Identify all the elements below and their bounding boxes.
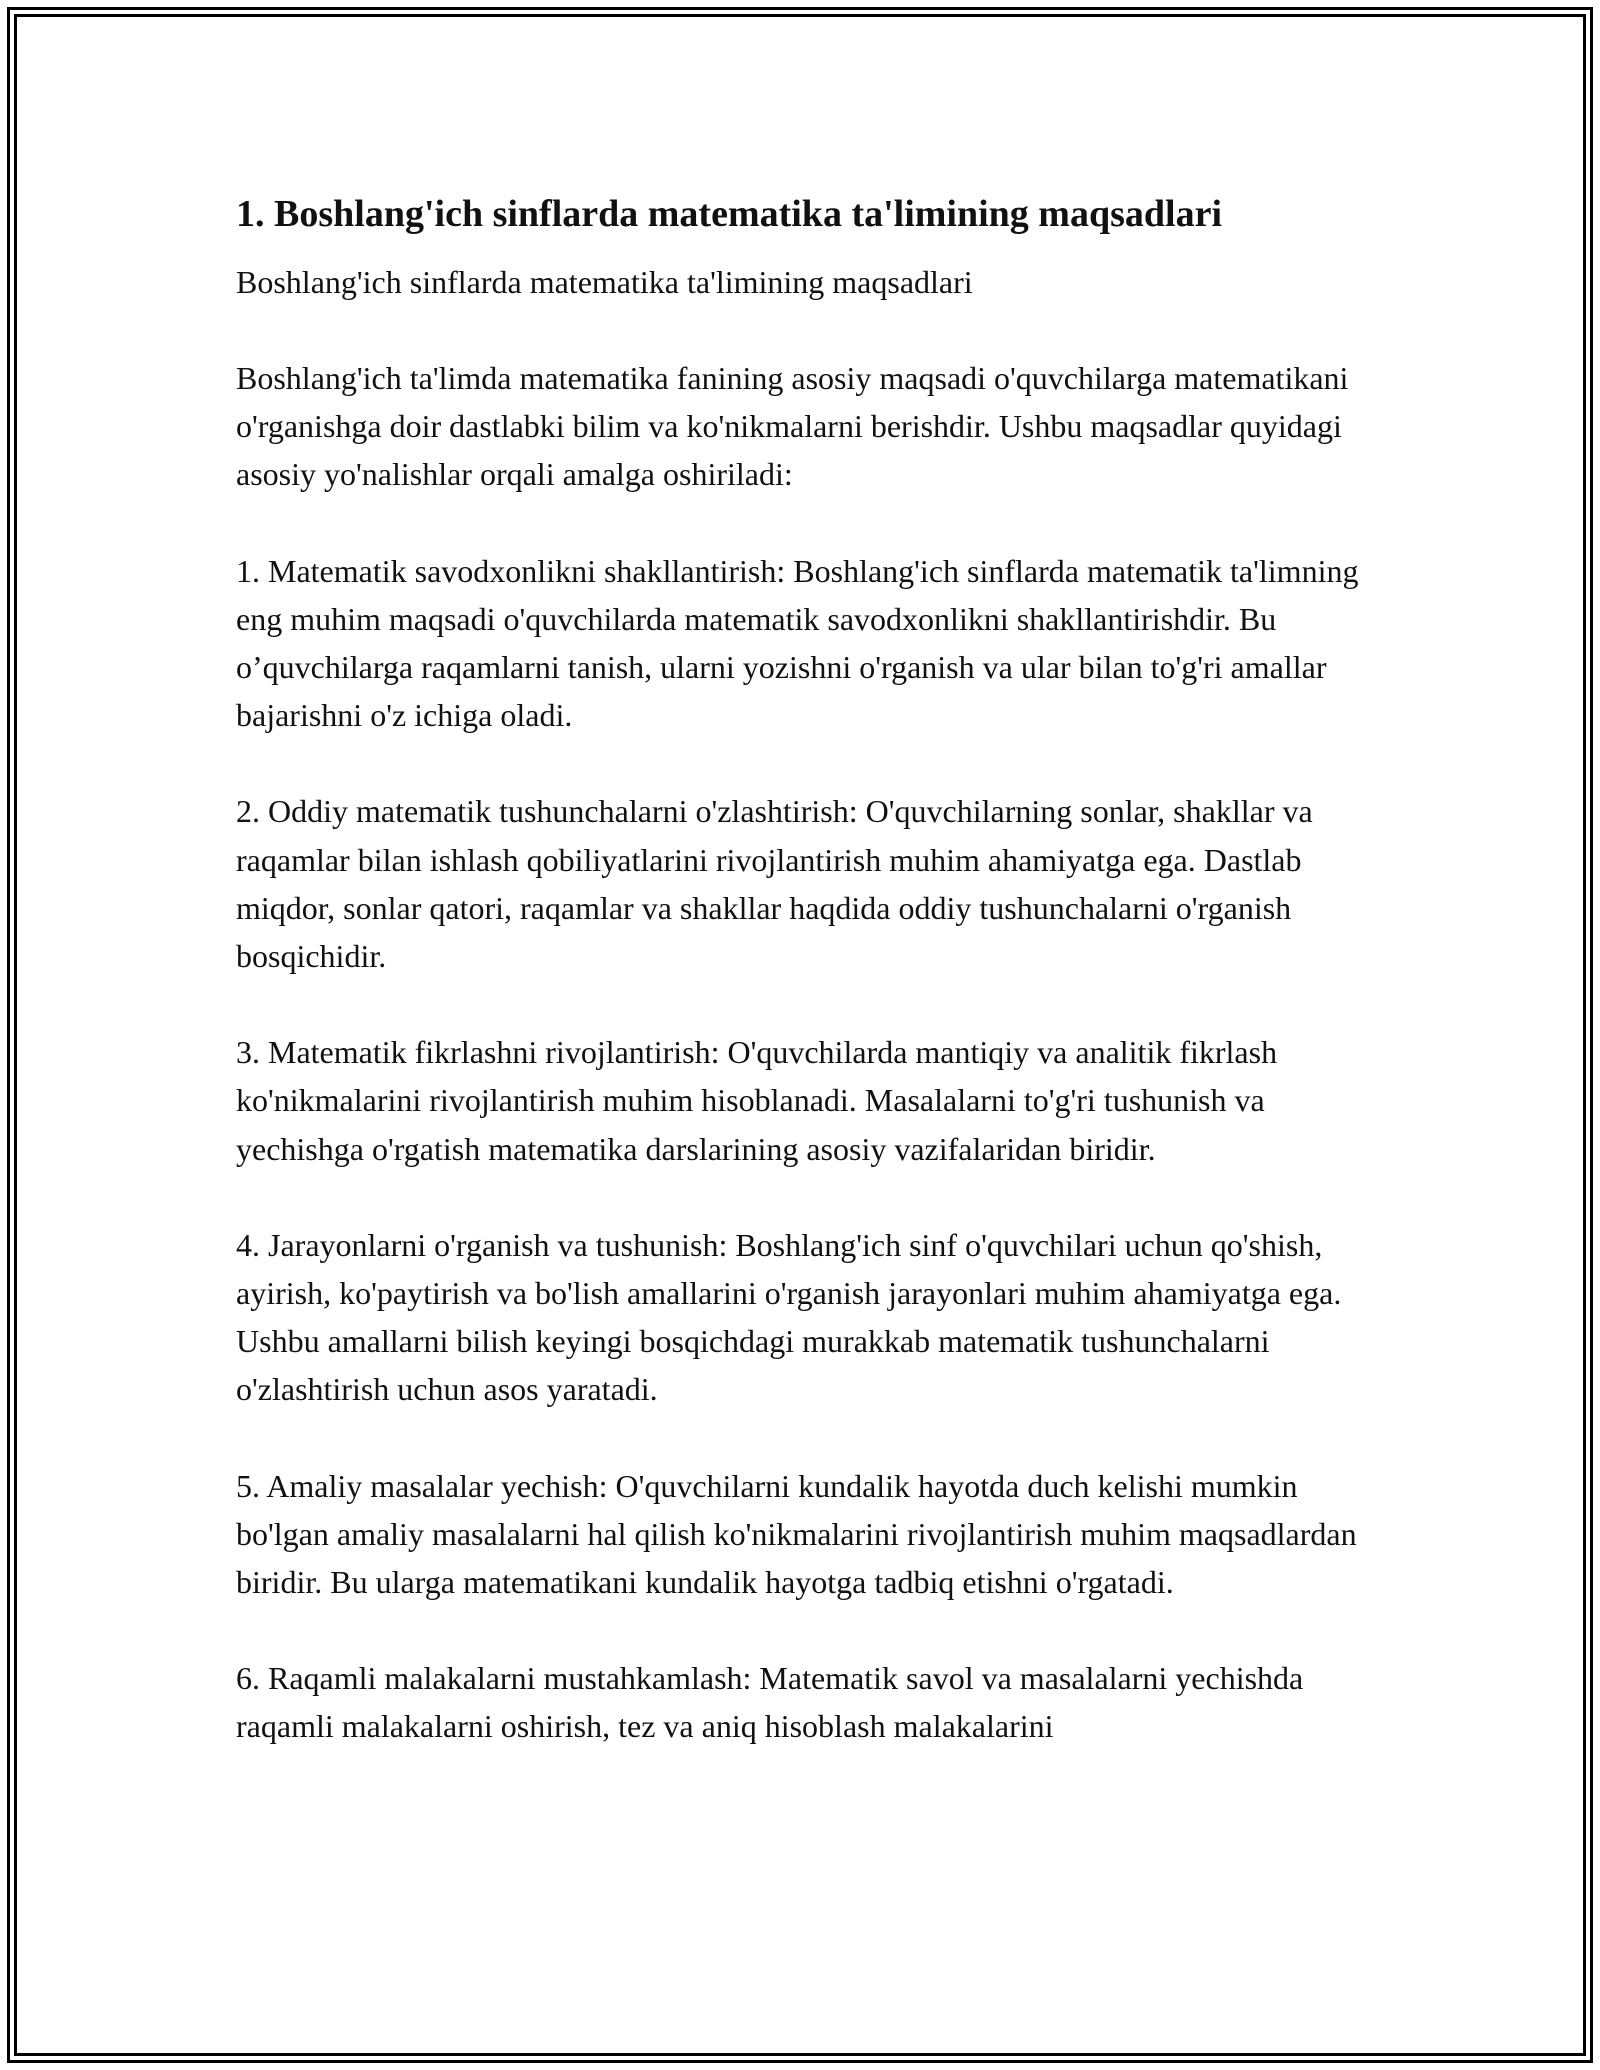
- document-body: [236, 188, 1396, 1751]
- list-item-paragraph: 2. Oddiy matematik tushunchalarni o'zlashtirish: O'quvchilarning sonlar, shakllar va raqamlar bilan ishlash qobiliyatlarini rivojlantirish muhim ahamiyatga ega. Dastlab miqdor, sonlar qatori, raqamlar va shakllar haqdida oddiy tushunchalarni o'rganish bosqichidir.: [236, 793, 1313, 975]
- list-item-paragraph: 4. Jarayonlarni o'rganish va tushunish: Boshlang'ich sinf o'quvchilari uchun qo'shish, ayirish, ko'paytirish va bo'lish amallarini o'rganish jarayonlari muhim ahamiyatga ega. Ushbu amallarni bilish keyingi bosqichdagi murakkab matematik tushunchalarni o'zlashtirish uchun asos yaratadi.: [236, 1226, 1342, 1408]
- list-item-paragraph: 1. Matematik savodxonlikni shakllantirish: Boshlang'ich sinflarda matematik ta'limning eng muhim maqsadi o'quvchilarda matematik savodxonlikni shakllantirishdir. Bu o’quvchilarga raqamlarni tanish, ularni yozishni o'rganish va ular bilan to'g'ri amallar bajarishni o'z ichiga oladi.: [236, 552, 1359, 734]
- list-item-paragraph: 5. Amaliy masalalar yechish: O'quvchilarni kundalik hayotda duch kelishi mumkin bo'lgan amaliy masalalarni hal qilish ko'nikmalarini rivojlantirish muhim maqsadlardan biridir. Bu ularga matematikani kundalik hayotga tadbiq etishni o'rgatadi.: [236, 1467, 1357, 1601]
- list-item-paragraph: 6. Raqamli malakalarni mustahkamlash: Matematik savol va masalalarni yechishda raqamli malakalarni oshirish, tez va aniq hisoblash malakalarini: [236, 1660, 1304, 1745]
- document-title: 1. Boshlang'ich sinflarda matematika ta'limining maqsadlari: [236, 193, 1222, 235]
- list-item-paragraph: 3. Matematik fikrlashni rivojlantirish: O'quvchilarda mantiqiy va analitik fikrlash ko'nikmalarini rivojlantirish muhim hisoblanadi. Masalalarni to'g'ri tushunish va yechishga o'rgatish matematika darslarining asosiy vazifalaridan biridir.: [236, 1034, 1278, 1167]
- intro-paragraph: Boshlang'ich ta'limda matematika fanining asosiy maqsadi o'quvchilarga matematikani o'rganishga doir dastlabki bilim va ko'nikmalarni berishdir. Ushbu maqsadlar quyidagi asosiy yo'nalishlar orqali amalga oshiriladi:: [236, 360, 1349, 493]
- document-subtitle: Boshlang'ich sinflarda matematika ta'limining maqsadlari: [236, 264, 973, 300]
